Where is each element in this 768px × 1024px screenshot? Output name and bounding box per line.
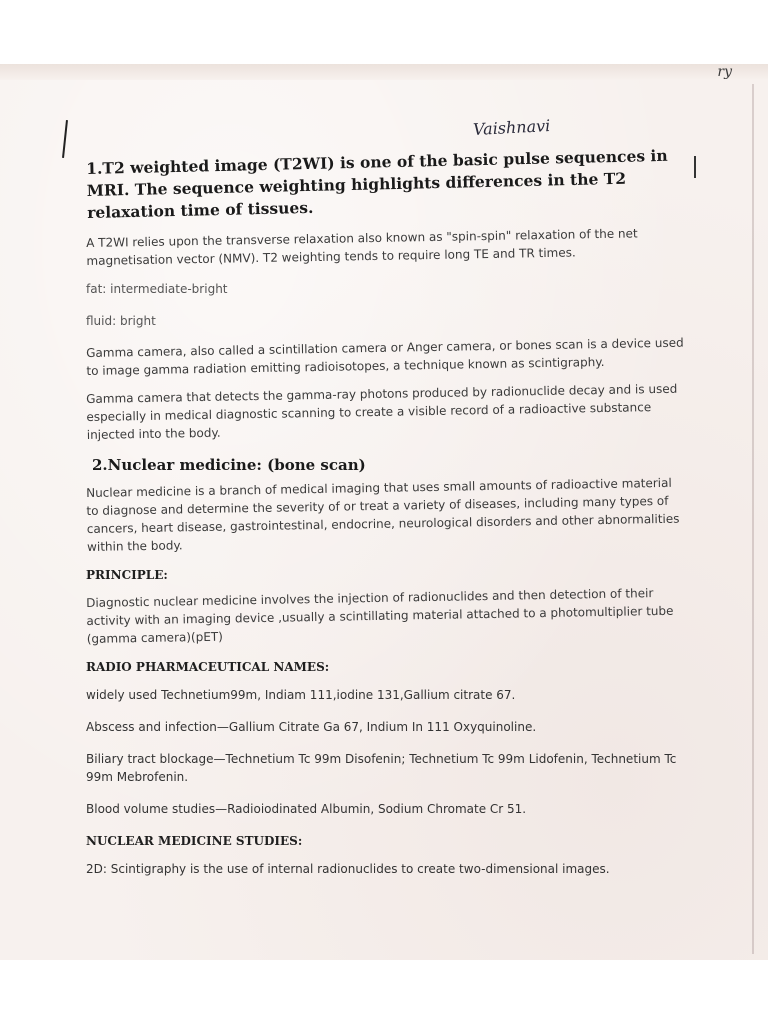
- gamma-camera-definition: Gamma camera, also called a scintillation camera or Anger camera, or bones scan is a device used to image gamma radiation emitting radioisotopes, a technique known as scintigraphy.: [86, 335, 684, 378]
- principle-text: Diagnostic nuclear medicine involves the injection of radionuclides and then detection of their activity with an imaging device ,usually a scintillating material attached to a photomultiplier tube (gamma camera)(pET): [86, 586, 674, 646]
- section2-heading: 2.Nuclear medicine: (bone scan): [92, 456, 366, 474]
- right-pen-mark: [694, 156, 696, 178]
- section1-heading: 1.T2 weighted image (T2WI) is one of the basic pulse sequences in MRI. The sequence weighting highlights differences in the T2 relaxation time of tissues.: [86, 145, 668, 222]
- nuclear-medicine-intro: Nuclear medicine is a branch of medical imaging that uses small amounts of radioactive material to diagnose and determine the severity of or treat a variety of diseases, including many types of cancers, heart disease, gastrointestinal, endocrine, neurological disorders and other abnormalities within the body.: [86, 475, 680, 554]
- pharma-item: Biliary tract blockage—Technetium Tc 99m Disofenin; Technetium Tc 99m Lidofenin, Technetium Tc 99m Mebrofenin.: [86, 752, 677, 784]
- handwritten-name: Vaishnavi: [472, 115, 551, 140]
- fat-signal: fat: intermediate-bright: [86, 282, 228, 296]
- gamma-camera-detection: Gamma camera that detects the gamma-ray photons produced by radionuclide decay and is used especially in medical diagnostic scanning to create a visible record of a radioactive substance injected into the body.: [86, 381, 678, 442]
- document-body: [86, 145, 686, 892]
- corner-scribble: ry: [717, 64, 732, 80]
- pharma-label: RADIO PHARMACEUTICAL NAMES:: [86, 660, 330, 674]
- page-top-edge: [0, 64, 768, 80]
- principle-label: PRINCIPLE:: [86, 568, 168, 582]
- page-fold-line: [752, 84, 754, 954]
- fluid-signal: fluid: bright: [86, 314, 156, 328]
- studies-text: 2D: Scintigraphy is the use of internal radionuclides to create two-dimensional images.: [86, 862, 610, 876]
- pharma-item: Abscess and infection—Gallium Citrate Ga 67, Indium In 111 Oxyquinoline.: [86, 720, 537, 734]
- pharma-item: widely used Technetium99m, Indiam 111,iodine 131,Gallium citrate 67.: [86, 688, 516, 702]
- scanned-page: [0, 64, 768, 960]
- pharma-item: Blood volume studies—Radioiodinated Albumin, Sodium Chromate Cr 51.: [86, 802, 527, 816]
- studies-label: NUCLEAR MEDICINE STUDIES:: [86, 834, 303, 848]
- margin-pen-mark: [62, 120, 68, 158]
- t2wi-intro: A T2WI relies upon the transverse relaxation also known as "spin-spin" relaxation of the net magnetisation vector (NMV). T2 weighting tends to require long TE and TR times.: [86, 226, 638, 268]
